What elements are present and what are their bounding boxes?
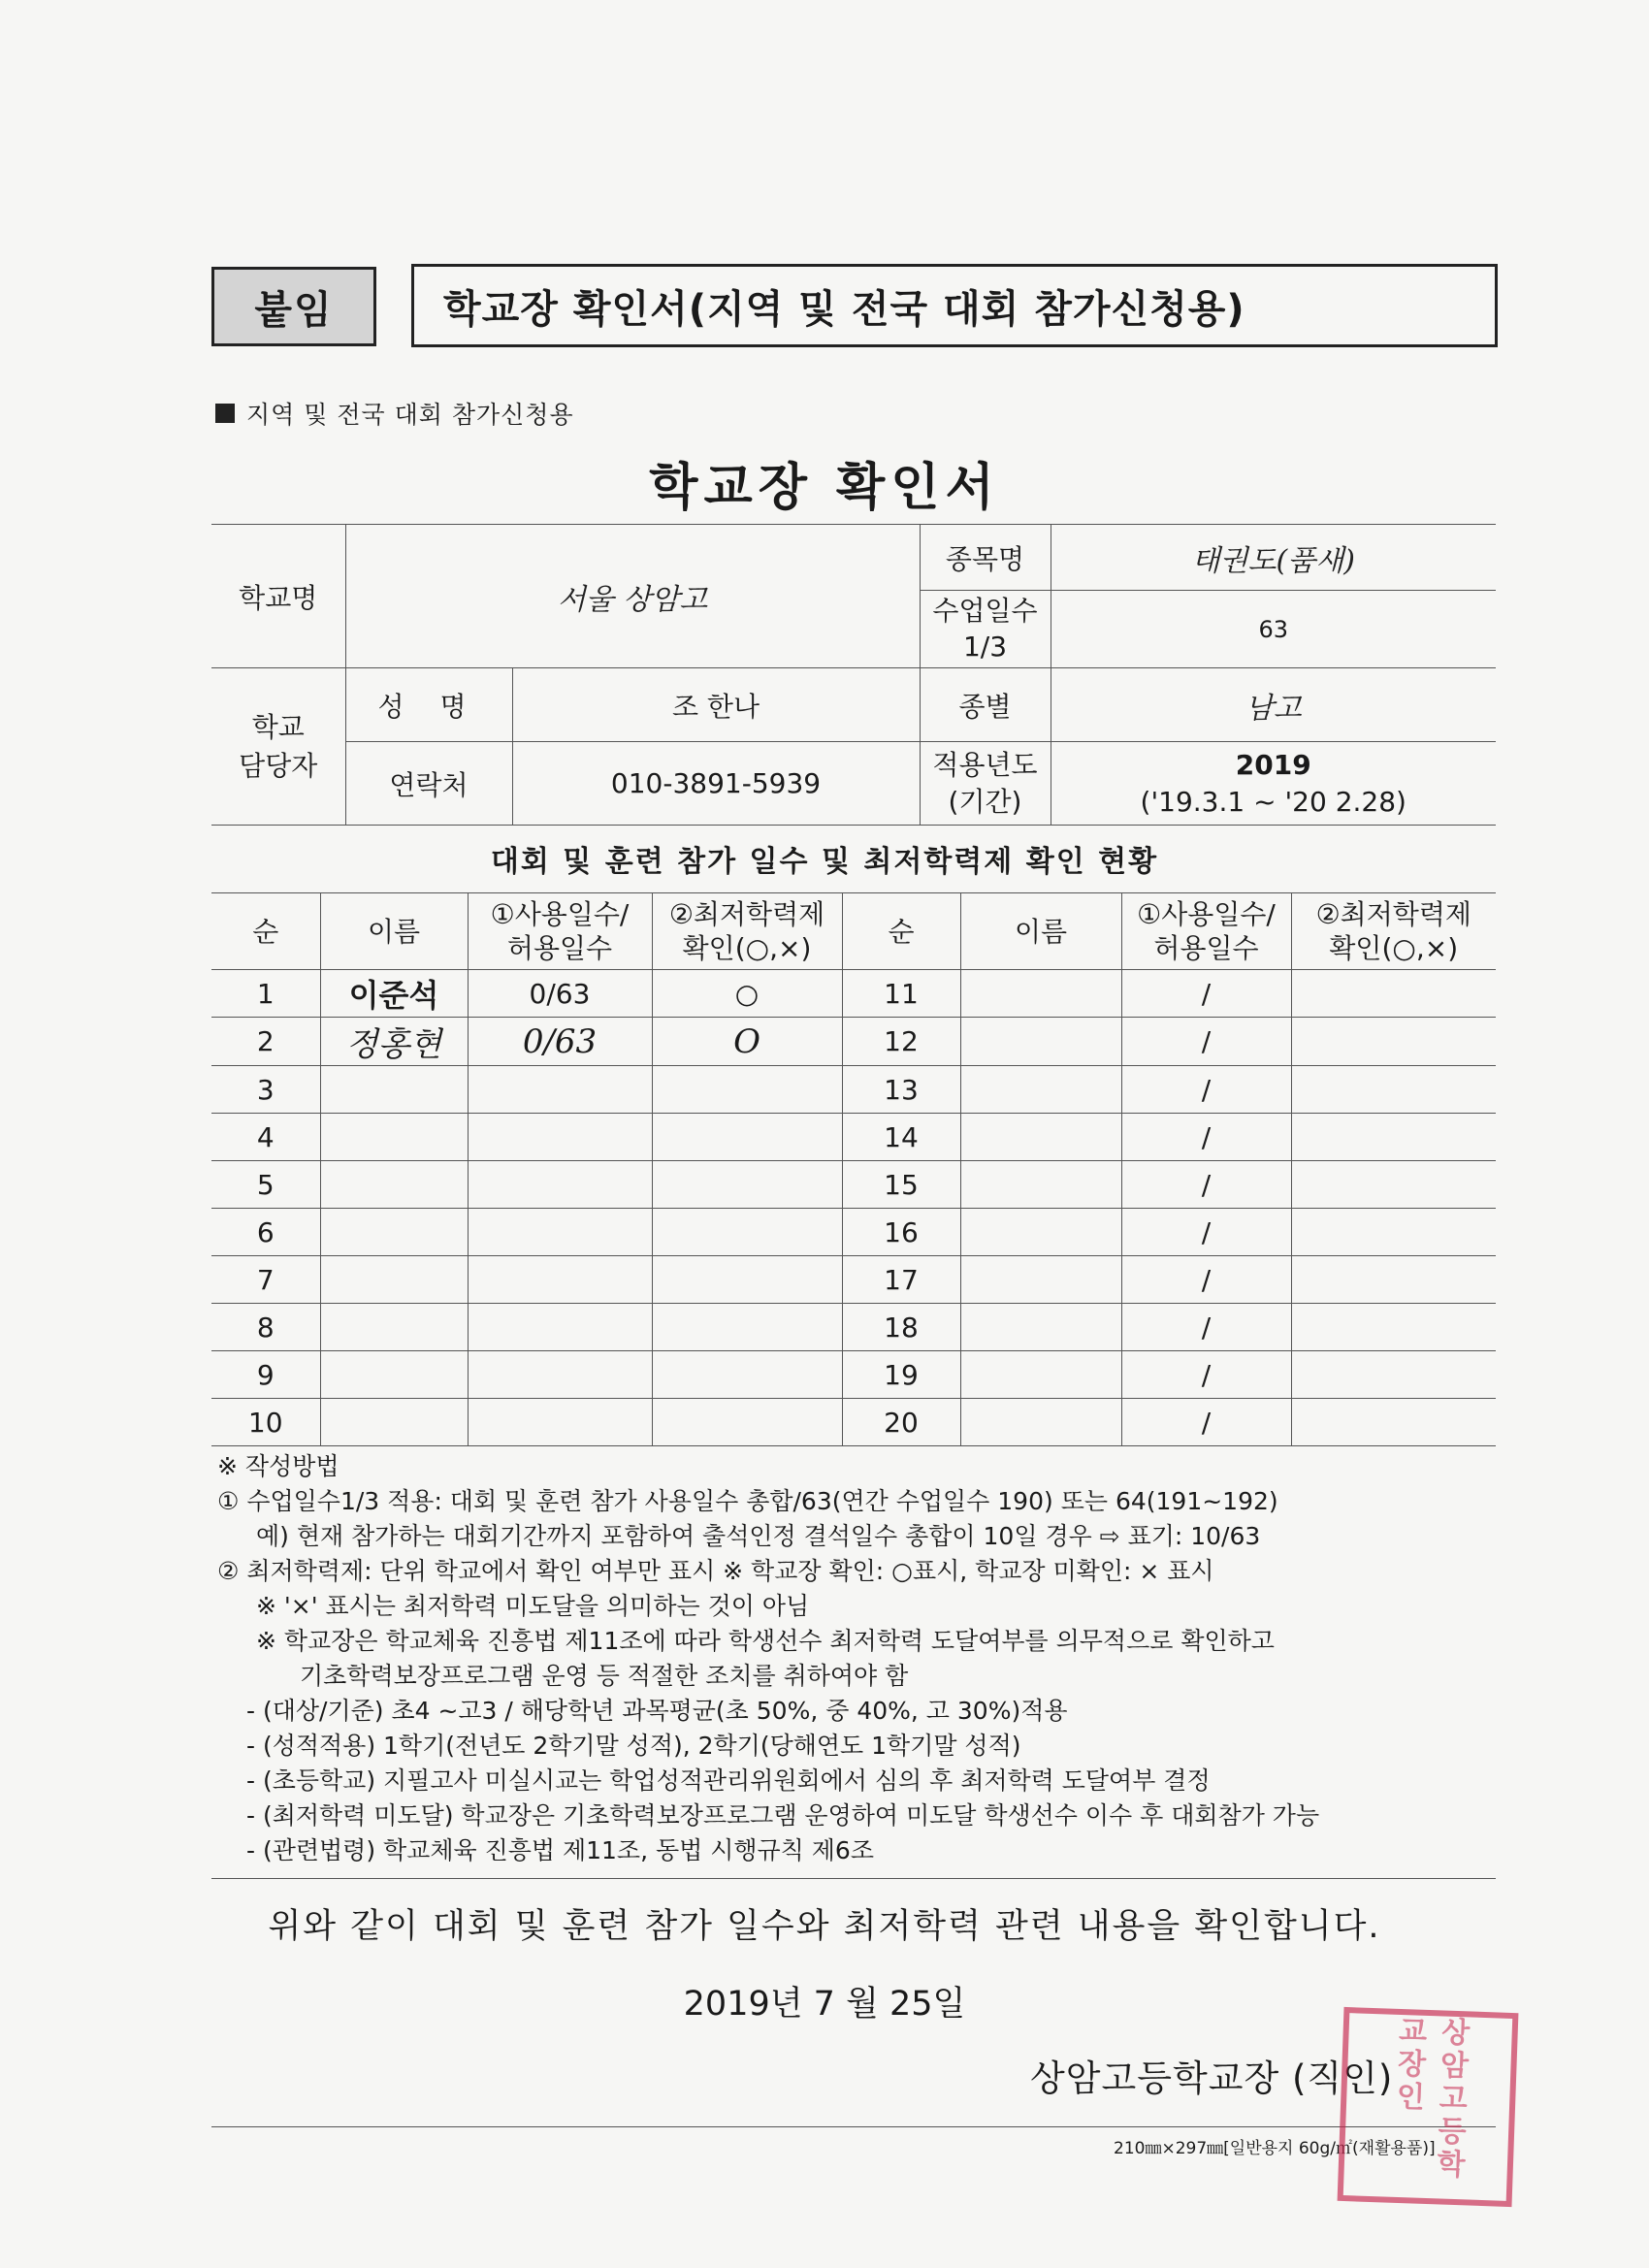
col-days-2 — [1121, 893, 1291, 970]
row-days-2: / — [1121, 1304, 1291, 1351]
row-no: 5 — [211, 1161, 320, 1209]
row-no-2: 15 — [842, 1161, 960, 1209]
row-check-2 — [1291, 1351, 1496, 1399]
class-days-label-1: 수업일수 — [932, 595, 1038, 628]
col-check-2-line1: ②최저학력제 — [1315, 898, 1471, 930]
sport-label: 종목명 — [920, 525, 1051, 591]
manager-label-1: 학교 — [251, 711, 305, 744]
paper-spec: 210㎜×297㎜[일반용지 60g/㎡(재활용품)] — [1114, 2139, 1436, 2158]
info-table — [211, 524, 1496, 826]
note-d4: - (최저학력 미도달) 학교장은 기초학력보장프로그램 운영하여 미도달 학생선수 이수 후 대회참가 가능 — [246, 1801, 1320, 1830]
col-no-2: 순 — [842, 893, 960, 970]
row-no-2: 17 — [842, 1256, 960, 1304]
section-title: 대회 및 훈련 참가 일수 및 최저학력제 확인 현황 — [490, 845, 1159, 879]
table-row — [211, 1304, 1496, 1351]
row-check — [652, 1304, 842, 1351]
col-days-line1: ①사용일수/ — [490, 898, 630, 930]
table-row — [211, 1066, 1496, 1114]
col-check-line2: 확인(○,×) — [682, 932, 812, 964]
row-days — [468, 1304, 652, 1351]
note-d2: - (성적적용) 1학기(전년도 2학기말 성적), 2학기(당해연도 1학기말 성적) — [246, 1732, 1021, 1760]
name-label: 성 명 — [345, 668, 512, 742]
row-days-2: / — [1121, 1018, 1291, 1066]
row-no-2: 12 — [842, 1018, 960, 1066]
row-days-2: / — [1121, 1066, 1291, 1114]
contact-value: 010-3891-5939 — [512, 742, 920, 826]
row-no: 2 — [211, 1018, 320, 1066]
row-days-2: / — [1121, 1114, 1291, 1161]
row-no-2: 16 — [842, 1209, 960, 1256]
row-no-2: 13 — [842, 1066, 960, 1114]
row-name — [320, 1114, 468, 1161]
row-days-2: / — [1121, 1256, 1291, 1304]
row-no-2: 14 — [842, 1114, 960, 1161]
note-4a: ※ 학교장은 학교체육 진흥법 제11조에 따라 학생선수 최저학력 도달여부를 의무적으로 확인하고 — [256, 1627, 1275, 1655]
row-no: 10 — [211, 1399, 320, 1446]
row-check — [652, 1399, 842, 1446]
row-no: 4 — [211, 1114, 320, 1161]
attach-label: 붙임 — [211, 267, 376, 346]
year-value: 2019 — [1235, 748, 1311, 781]
row-name: 정홍현 — [320, 1018, 468, 1066]
col-days-2-line2: 허용일수 — [1153, 932, 1259, 964]
row-check-2 — [1291, 1018, 1496, 1066]
row-name-2 — [960, 1256, 1121, 1304]
row-check-2 — [1291, 970, 1496, 1018]
row-name — [320, 1351, 468, 1399]
confirm-statement: 위와 같이 대회 및 훈련 참가 일수와 최저학력 관련 내용을 확인합니다. — [268, 1907, 1381, 1946]
row-check: ○ — [652, 970, 842, 1018]
roster-table — [211, 892, 1496, 1446]
row-no: 3 — [211, 1066, 320, 1114]
note-2: ② 최저학력제: 단위 학교에서 확인 여부만 표시 ※ 학교장 확인: ○표시, 학교장 미확인: × 표시 — [217, 1557, 1214, 1585]
row-name-2 — [960, 1209, 1121, 1256]
row-name-2 — [960, 1161, 1121, 1209]
table-row — [211, 1114, 1496, 1161]
col-check — [652, 893, 842, 970]
class-days-value: 63 — [1051, 591, 1496, 668]
row-check — [652, 1066, 842, 1114]
col-check-2-line2: 확인(○,×) — [1329, 932, 1459, 964]
class-days-label-2: 1/3 — [962, 630, 1008, 663]
row-name — [320, 1161, 468, 1209]
sport-value: 태권도(품새) — [1051, 525, 1496, 591]
row-days — [468, 1351, 652, 1399]
row-name — [320, 1256, 468, 1304]
row-check — [652, 1209, 842, 1256]
col-check-2 — [1291, 893, 1496, 970]
row-days: 0/63 — [468, 970, 652, 1018]
row-check-2 — [1291, 1304, 1496, 1351]
title-box: 학교장 확인서(지역 및 전국 대회 참가신청용) — [411, 264, 1498, 347]
table-row — [211, 1018, 1496, 1066]
row-days — [468, 1256, 652, 1304]
table-row — [211, 970, 1496, 1018]
row-check — [652, 1256, 842, 1304]
row-no: 7 — [211, 1256, 320, 1304]
subheader — [215, 396, 574, 431]
row-days — [468, 1161, 652, 1209]
class-days-label — [920, 591, 1051, 668]
instructions — [217, 1449, 1498, 1868]
row-no-2: 19 — [842, 1351, 960, 1399]
row-no-2: 20 — [842, 1399, 960, 1446]
row-no: 8 — [211, 1304, 320, 1351]
note-d1: - (대상/기준) 초4 ~고3 / 해당학년 과목평균(초 50%, 중 40%, 고 30%)적용 — [246, 1697, 1068, 1725]
row-name-2 — [960, 1399, 1121, 1446]
gender-label: 종별 — [920, 668, 1051, 742]
table-row — [211, 1351, 1496, 1399]
row-no: 9 — [211, 1351, 320, 1399]
manager-label — [211, 668, 345, 826]
document-title: 학교장 확인서 — [649, 459, 1000, 517]
row-check: O — [652, 1018, 842, 1066]
year-value-cell — [1051, 742, 1496, 826]
year-label — [920, 742, 1051, 826]
row-days-2: / — [1121, 1399, 1291, 1446]
row-name — [320, 1304, 468, 1351]
col-days-2-line1: ①사용일수/ — [1137, 898, 1276, 930]
signer: 상암고등학교장 (직인) — [1030, 2057, 1394, 2099]
notes-heading: ※ 작성방법 — [217, 1452, 340, 1480]
col-name: 이름 — [320, 893, 468, 970]
row-name — [320, 1209, 468, 1256]
row-no: 1 — [211, 970, 320, 1018]
square-bullet-icon — [215, 404, 235, 423]
note-d3: - (초등학교) 지필고사 미실시교는 학업성적관리위원회에서 심의 후 최저학력 도달여부 결정 — [246, 1766, 1211, 1795]
row-check-2 — [1291, 1066, 1496, 1114]
table-row — [211, 1256, 1496, 1304]
year-period: ('19.3.1 ~ '20 2.28) — [1140, 785, 1406, 818]
note-4b: 기초학력보장프로그램 운영 등 적절한 조치를 취하여야 함 — [300, 1662, 909, 1690]
row-days-2: / — [1121, 970, 1291, 1018]
row-days: 0/63 — [468, 1018, 652, 1066]
row-days — [468, 1066, 652, 1114]
row-name-2 — [960, 1114, 1121, 1161]
year-label-2: (기간) — [948, 785, 1022, 818]
school-value: 서울 상암고 — [345, 525, 920, 668]
row-days-2: / — [1121, 1161, 1291, 1209]
name-value: 조 한나 — [512, 668, 920, 742]
row-days — [468, 1399, 652, 1446]
col-name-2: 이름 — [960, 893, 1121, 970]
row-check-2 — [1291, 1209, 1496, 1256]
row-name-2 — [960, 1351, 1121, 1399]
table-row — [211, 1161, 1496, 1209]
note-1b: 예) 현재 참가하는 대회기간까지 포함하여 출석인정 결석일수 총합이 10일 경우 ⇨ 표기: 10/63 — [256, 1522, 1261, 1550]
table-row — [211, 1209, 1496, 1256]
row-no-2: 11 — [842, 970, 960, 1018]
row-no: 6 — [211, 1209, 320, 1256]
contact-label: 연락처 — [345, 742, 512, 826]
roster-body — [211, 970, 1496, 1446]
row-days — [468, 1209, 652, 1256]
table-row — [211, 1399, 1496, 1446]
issue-date: 2019년 7 월 25일 — [683, 1985, 966, 2024]
row-name — [320, 1399, 468, 1446]
col-days — [468, 893, 652, 970]
row-check-2 — [1291, 1399, 1496, 1446]
manager-label-2: 담당자 — [239, 749, 318, 782]
note-3: ※ '×' 표시는 최저학력 미도달을 의미하는 것이 아님 — [256, 1592, 810, 1620]
official-seal-stamp: 상암고등학교장인 — [1338, 2007, 1519, 2207]
row-days-2: / — [1121, 1351, 1291, 1399]
row-no-2: 18 — [842, 1304, 960, 1351]
school-label: 학교명 — [211, 525, 345, 668]
row-check — [652, 1161, 842, 1209]
year-label-1: 적용년도 — [932, 748, 1038, 781]
row-name-2 — [960, 1018, 1121, 1066]
footer-line — [211, 2126, 1496, 2127]
row-name — [320, 1066, 468, 1114]
row-name-2 — [960, 970, 1121, 1018]
col-days-line2: 허용일수 — [506, 932, 613, 964]
subheader-text: 지역 및 전국 대회 참가신청용 — [246, 401, 574, 429]
row-check-2 — [1291, 1114, 1496, 1161]
row-name-2 — [960, 1066, 1121, 1114]
row-check-2 — [1291, 1161, 1496, 1209]
col-no: 순 — [211, 893, 320, 970]
row-days-2: / — [1121, 1209, 1291, 1256]
note-1a: ① 수업일수1/3 적용: 대회 및 훈련 참가 사용일수 총합/63(연간 수업일수 190) 또는 64(191~192) — [217, 1487, 1278, 1515]
separator-line — [211, 1878, 1496, 1879]
row-name-2 — [960, 1304, 1121, 1351]
row-check — [652, 1351, 842, 1399]
col-check-line1: ②최저학력제 — [668, 898, 825, 930]
row-days — [468, 1114, 652, 1161]
gender-value: 남고 — [1051, 668, 1496, 742]
row-check — [652, 1114, 842, 1161]
row-check-2 — [1291, 1256, 1496, 1304]
roster-header-row — [211, 893, 1496, 970]
note-d5: - (관련법령) 학교체육 진흥법 제11조, 동법 시행규칙 제6조 — [246, 1836, 874, 1864]
row-name: 이준석 — [320, 970, 468, 1018]
